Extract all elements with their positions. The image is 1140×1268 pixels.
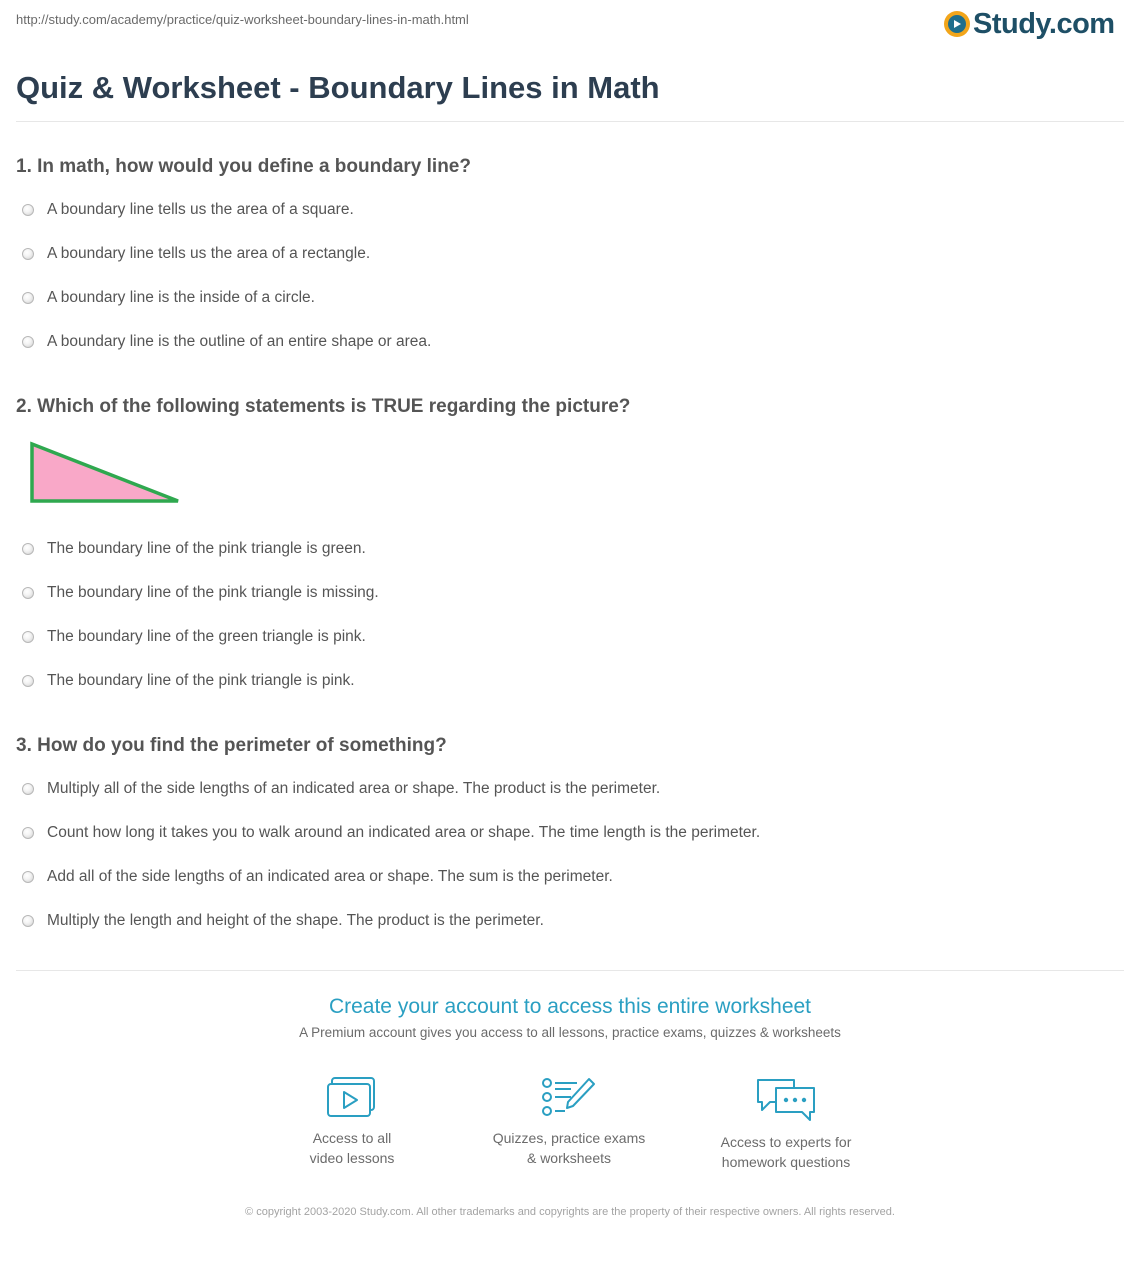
- radio-icon[interactable]: [22, 248, 34, 260]
- option-label: The boundary line of the green triangle is pink.: [47, 628, 366, 645]
- option-label: A boundary line is the outline of an entire shape or area.: [47, 333, 432, 350]
- question-1-option-3[interactable]: [22, 287, 315, 309]
- cta-divider: [16, 970, 1124, 971]
- question-2-title: 2. Which of the following statements is TRUE regarding the picture?: [16, 396, 631, 417]
- question-1-option-2[interactable]: [22, 243, 370, 265]
- option-label: A boundary line tells us the area of a square.: [47, 201, 354, 218]
- question-1-option-1[interactable]: [22, 199, 354, 221]
- copyright-notice: © copyright 2003-2020 Study.com. All other trademarks and copyrights are the property of their respective owners. All rights reserved.: [245, 1206, 895, 1218]
- radio-icon[interactable]: [22, 631, 34, 643]
- logo-text: Study.com: [973, 7, 1115, 40]
- create-account-link[interactable]: Create your account to access this entire worksheet: [328, 995, 812, 1018]
- radio-icon[interactable]: [22, 675, 34, 687]
- feature-label-line-1: Access to all: [312, 1130, 392, 1146]
- option-label: The boundary line of the pink triangle is missing.: [47, 584, 379, 601]
- feature-experts: [686, 1076, 886, 1172]
- radio-icon[interactable]: [22, 587, 34, 599]
- radio-icon[interactable]: [22, 292, 34, 304]
- feature-label-line-2: video lessons: [309, 1150, 395, 1166]
- option-label: The boundary line of the pink triangle is pink.: [47, 672, 355, 689]
- question-1-title: 1. In math, how would you define a boundary line?: [16, 156, 471, 177]
- option-label: Add all of the side lengths of an indicated area or shape. The sum is the perimeter.: [47, 868, 613, 885]
- option-label: Count how long it takes you to walk around an indicated area or shape. The time length is the perimeter.: [47, 824, 761, 841]
- cta-subtitle: A Premium account gives you access to all lessons, practice exams, quizzes & worksheets: [299, 1025, 841, 1040]
- chat-experts-icon: [754, 1076, 818, 1122]
- question-2-option-3[interactable]: [22, 626, 366, 648]
- radio-icon[interactable]: [22, 871, 34, 883]
- question-3-option-4[interactable]: [22, 910, 544, 932]
- question-3-option-3[interactable]: [22, 866, 613, 888]
- question-2-option-1[interactable]: [22, 538, 366, 560]
- play-logo-icon: [944, 11, 970, 37]
- feature-label-line-1: Quizzes, practice exams: [492, 1130, 646, 1146]
- option-label: A boundary line is the inside of a circle.: [47, 289, 315, 306]
- page-url: http://study.com/academy/practice/quiz-worksheet-boundary-lines-in-math.html: [16, 12, 469, 27]
- radio-icon[interactable]: [22, 336, 34, 348]
- question-3-option-1[interactable]: [22, 778, 660, 800]
- radio-icon[interactable]: [22, 827, 34, 839]
- option-label: Multiply all of the side lengths of an indicated area or shape. The product is the perimeter.: [47, 780, 661, 797]
- study-logo[interactable]: [944, 6, 1115, 42]
- title-divider: [16, 121, 1124, 122]
- radio-icon[interactable]: [22, 543, 34, 555]
- question-3-option-2[interactable]: [22, 822, 760, 844]
- option-label: The boundary line of the pink triangle is green.: [47, 540, 366, 557]
- feature-label-line-2: & worksheets: [526, 1150, 612, 1166]
- feature-video-lessons: [252, 1076, 452, 1168]
- question-3-title: 3. How do you find the perimeter of something?: [16, 735, 447, 756]
- feature-quizzes: [469, 1076, 669, 1168]
- feature-label-line-2: homework questions: [721, 1154, 851, 1170]
- radio-icon[interactable]: [22, 915, 34, 927]
- question-2-option-4[interactable]: [22, 670, 355, 692]
- radio-icon[interactable]: [22, 783, 34, 795]
- option-label: Multiply the length and height of the shape. The product is the perimeter.: [47, 912, 544, 929]
- pink-triangle-figure: [28, 440, 188, 506]
- question-2-option-2[interactable]: [22, 582, 379, 604]
- page-title: Quiz & Worksheet - Boundary Lines in Math: [16, 70, 660, 105]
- feature-label-line-1: Access to experts for: [720, 1134, 852, 1150]
- video-lessons-icon: [326, 1076, 378, 1118]
- quiz-checklist-icon: [541, 1076, 597, 1118]
- question-1-option-4[interactable]: [22, 331, 431, 353]
- radio-icon[interactable]: [22, 204, 34, 216]
- option-label: A boundary line tells us the area of a rectangle.: [47, 245, 371, 262]
